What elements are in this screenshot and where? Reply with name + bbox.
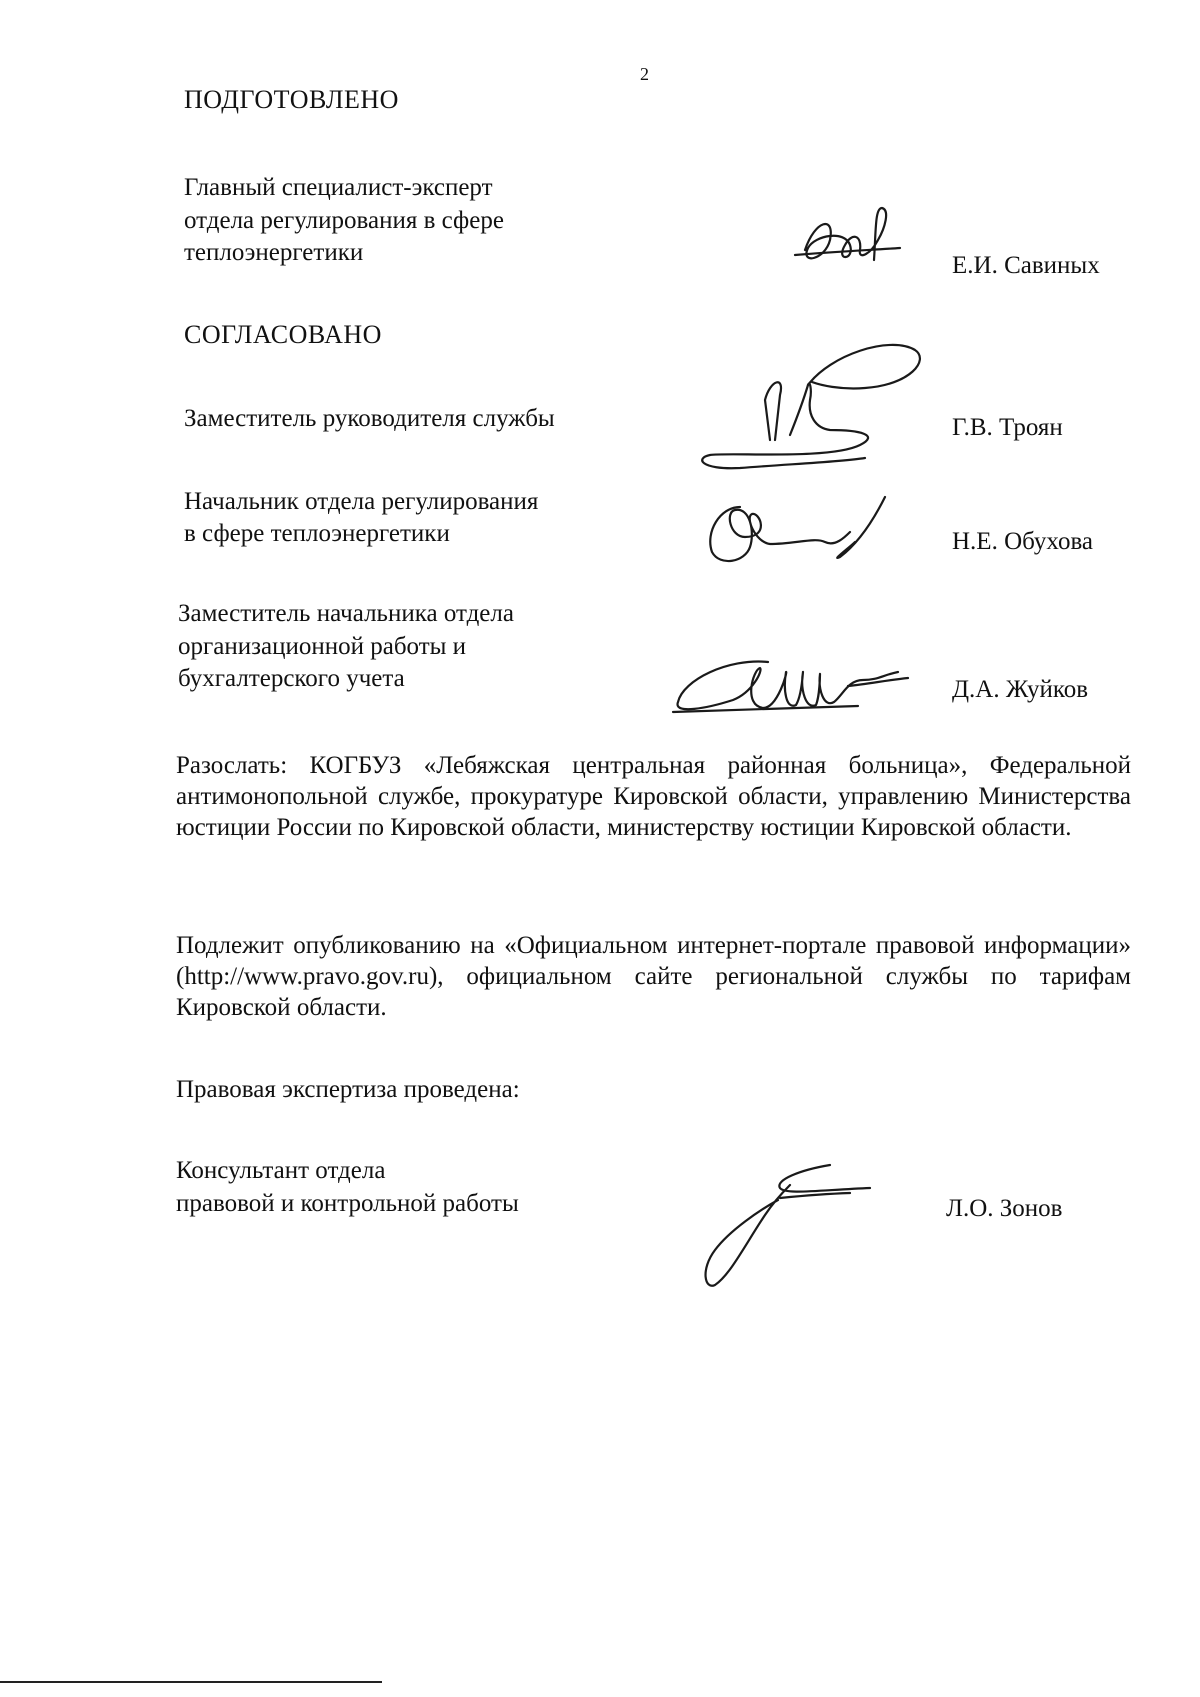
footer-rule <box>0 1681 382 1683</box>
agreed-signer-2-name: Н.Е. Обухова <box>952 528 1094 555</box>
agreed-signer-3-name: Д.А. Жуйков <box>952 676 1089 703</box>
signature-troyan <box>690 340 930 480</box>
agreed-signer-3-position-line-3: бухгалтерского учета <box>178 665 405 692</box>
agreed-signer-3-position-line-1: Заместитель начальника отдела <box>178 600 514 627</box>
prepared-position-line-3: теплоэнергетики <box>184 239 364 266</box>
agreed-signer-2-position-line-2: в сфере теплоэнергетики <box>184 520 450 547</box>
agreed-signer-2-position-line-1: Начальник отдела регулирования <box>184 488 539 515</box>
legal-review-name: Л.О. Зонов <box>946 1195 1063 1222</box>
agreed-signer-1-name: Г.В. Троян <box>952 414 1063 441</box>
signature-savinykh <box>790 200 920 290</box>
publication-paragraph: Подлежит опубликованию на «Официальном интернет-портале правовой информации» (http://www.pravo.gov.ru), официальном сайте региональной службы по тарифам Кировской области. <box>176 932 1131 1021</box>
prepared-heading: ПОДГОТОВЛЕНО <box>184 85 399 114</box>
signature-zonov <box>690 1160 880 1300</box>
legal-review-position-line-1: Консультант отдела <box>176 1157 386 1184</box>
distribution-paragraph: Разослать: КОГБУЗ «Лебяжская центральная районная больница», Федеральной антимонопольной службе, прокуратуре Кировской области, управлению Министерства юстиции России по Кировской области, министерству юстиции Кировской области. <box>176 752 1131 841</box>
signature-obukhova <box>700 492 890 567</box>
prepared-name: Е.И. Савиных <box>952 252 1100 279</box>
legal-review-position-line-2: правовой и контрольной работы <box>176 1190 519 1217</box>
page-number: 2 <box>640 64 649 84</box>
signature-zhuykov <box>668 650 913 725</box>
agreed-heading: СОГЛАСОВАНО <box>184 320 382 349</box>
prepared-position-line-2: отдела регулирования в сфере <box>184 207 504 234</box>
agreed-signer-1-position: Заместитель руководителя службы <box>184 405 555 432</box>
prepared-position-line-1: Главный специалист-эксперт <box>184 174 493 201</box>
agreed-signer-3-position-line-2: организационной работы и <box>178 633 467 660</box>
legal-review-heading: Правовая экспертиза проведена: <box>176 1076 520 1103</box>
